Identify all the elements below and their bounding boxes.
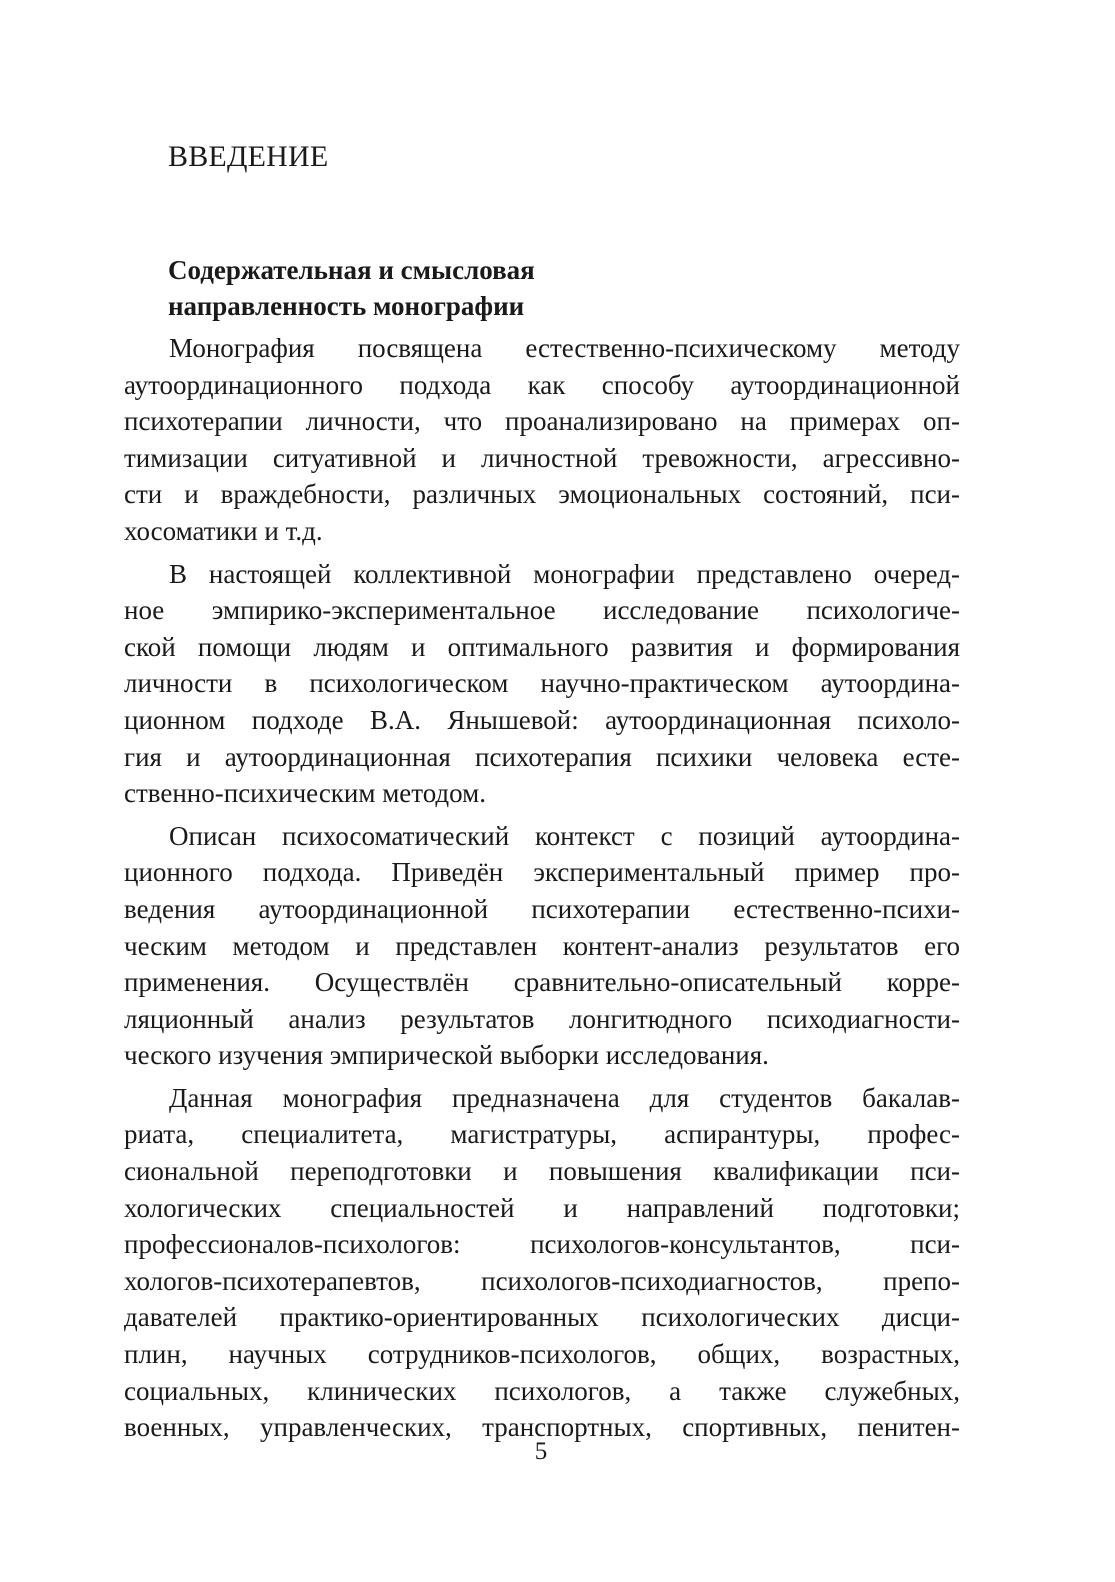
text-line: сиональной переподготовки и повышения квалификации пси- <box>124 1156 960 1187</box>
text-line: гия и аутоординационная психотерапия психики человека есте- <box>124 741 960 772</box>
text-line: Описан психосоматический контекст с позиций аутоордина- <box>169 820 960 851</box>
text-line: личности в психологическом научно-практическом аутоордина- <box>124 668 960 699</box>
text-line: плин, научных сотрудников-психологов, общих, возрастных, <box>124 1339 960 1370</box>
body-text <box>124 330 960 1446</box>
paragraph-1 <box>124 330 960 550</box>
text-line: ской помощи людям и оптимального развития и формирования <box>124 631 960 662</box>
paragraph-4 <box>124 1080 960 1446</box>
text-line: социальных, клинических психологов, а также служебных, <box>124 1375 960 1406</box>
text-line: ное эмпирико-экспериментальное исследование психологиче- <box>124 595 960 626</box>
paragraph-3 <box>124 818 960 1074</box>
text-line: ческим методом и представлен контент-анализ результатов его <box>124 930 960 961</box>
text-line: риата, специалитета, магистратуры, аспирантуры, профес- <box>124 1119 960 1150</box>
page-number: 5 <box>534 1438 548 1465</box>
text-line: аутоординационного подхода как способу аутоординационной <box>124 369 960 400</box>
text-line: хосоматики и т.д. <box>124 515 323 546</box>
text-line: хологов-психотерапевтов, психологов-психодиагностов, препо- <box>124 1265 960 1296</box>
text-line: ственно-психическим методом. <box>124 778 486 809</box>
text-line: психотерапии личности, что проанализировано на примерах оп- <box>124 406 960 437</box>
section-heading: ВВЕДЕНИЕ <box>168 140 329 173</box>
text-line: ляционный анализ результатов лонгитюдного психодиагности- <box>124 1003 960 1034</box>
subsection-heading-line: Содержательная и смысловая <box>168 255 535 285</box>
text-line: применения. Осуществлён сравнительно-описательный корре- <box>124 967 960 998</box>
text-line: профессионалов-психологов: психологов-консультантов, пси- <box>124 1229 960 1260</box>
subsection-heading <box>168 252 535 324</box>
text-line: Данная монография предназначена для студентов бакалав- <box>169 1082 960 1113</box>
paragraph-2 <box>124 556 960 812</box>
text-line: ционного подхода. Приведён экспериментальный пример про- <box>124 857 960 888</box>
text-line: ционном подходе В.А. Янышевой: аутоординационная психоло- <box>124 704 960 735</box>
text-line: давателей практико-ориентированных психологических дисци- <box>124 1302 960 1333</box>
text-line: тимизации ситуативной и личностной тревожности, агрессивно- <box>124 442 960 473</box>
subsection-heading-line: направленность монографии <box>168 291 525 321</box>
text-line: ведения аутоординационной психотерапии естественно-психи- <box>124 893 960 924</box>
text-line: ческого изучения эмпирической выборки исследования. <box>124 1040 769 1071</box>
text-line: Монография посвящена естественно-психическому методу <box>169 333 960 363</box>
text-line: военных, управленческих, транспортных, спортивных, пенитен- <box>124 1412 960 1443</box>
text-line: В настоящей коллективной монографии представлено очеред- <box>169 558 960 589</box>
text-line: сти и враждебности, различных эмоциональных состояний, пси- <box>124 479 960 510</box>
text-line: хологических специальностей и направлений подготовки; <box>124 1192 960 1223</box>
